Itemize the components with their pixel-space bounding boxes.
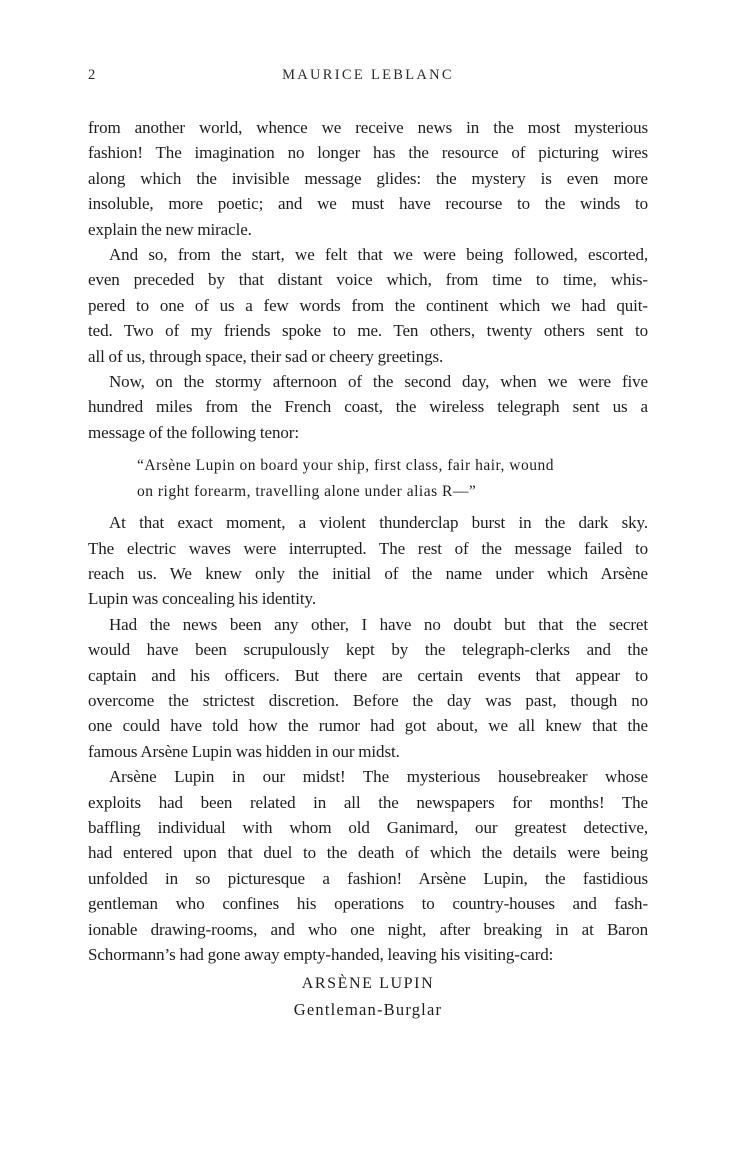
text-line: baffling individual with whom old Ganimard, our greatest detective, — [88, 817, 648, 837]
paragraph — [88, 764, 648, 967]
page-body — [88, 115, 648, 1022]
text-line: on right forearm, travelling alone under alias R—” — [137, 482, 477, 500]
paragraph — [88, 369, 648, 445]
text-line: The electric waves were interrupted. The rest of the message failed to — [88, 538, 648, 558]
telegram-quote — [88, 453, 648, 504]
text-line: Gentleman-Burglar — [293, 999, 443, 1019]
text-line: Lupin was concealing his identity. — [88, 589, 316, 609]
text-line: captain and his officers. But there are certain events that appear to — [88, 665, 648, 685]
text-line: all of us, through space, their sad or cheery greetings. — [88, 346, 444, 366]
text-line: Now, on the stormy afternoon of the second day, when we were five — [109, 372, 648, 392]
text-line: fashion! The imagination no longer has the resource of picturing wires — [88, 143, 648, 163]
text-line: gentleman who confines his operations to country-houses and fash- — [88, 894, 648, 914]
visiting-card-name — [88, 971, 648, 996]
running-header-title: MAURICE LEBLANC — [282, 67, 454, 83]
text-line: At that exact moment, a violent thunderclap burst in the dark sky. — [109, 513, 648, 533]
text-line: overcome the strictest discretion. Before the day was past, though no — [88, 690, 648, 710]
text-line: Had the news been any other, I have no doubt but that the secret — [109, 614, 648, 634]
text-line: even preceded by that distant voice which, from time to time, whis- — [88, 270, 648, 290]
paragraph — [88, 115, 648, 242]
paragraph — [88, 510, 648, 612]
text-line: one could have told how the rumor had got about, we all knew that the — [88, 716, 648, 736]
text-line: ionable drawing-rooms, and who one night, after breaking in at Baron — [88, 919, 648, 939]
text-line: along which the invisible message glides: the mystery is even more — [88, 168, 648, 188]
text-line: Arsène Lupin in our midst! The mysterious housebreaker whose — [109, 767, 648, 787]
page-header — [88, 66, 648, 84]
text-line: unfolded in so picturesque a fashion! Arsène Lupin, the fastidious — [88, 868, 648, 888]
text-line: And so, from the start, we felt that we were being followed, escorted, — [109, 245, 648, 265]
text-line: reach us. We knew only the initial of the name under which Arsène — [88, 563, 648, 583]
text-line: exploits had been related in all the newspapers for months! The — [88, 792, 648, 812]
paragraph — [88, 612, 648, 764]
text-line: Schormann’s had gone away empty-handed, leaving his visiting-card: — [88, 945, 554, 964]
text-line: pered to one of us a few words from the continent which we had quit- — [88, 295, 648, 315]
page-number: 2 — [88, 67, 96, 83]
visiting-card-subtitle — [88, 997, 648, 1022]
paragraph — [88, 242, 648, 369]
text-line: ted. Two of my friends spoke to me. Ten others, twenty others sent to — [88, 321, 648, 341]
text-line: explain the new miracle. — [88, 219, 252, 239]
text-line: ARSÈNE LUPIN — [301, 975, 435, 993]
text-line: had entered upon that duel to the death of which the details were being — [88, 843, 648, 863]
text-line: hundred miles from the French coast, the wireless telegraph sent us a — [88, 397, 648, 417]
text-line: would have been scrupulously kept by the telegraph-clerks and the — [88, 640, 648, 660]
text-line: insoluble, more poetic; and we must have recourse to the winds to — [88, 194, 648, 214]
text-line: famous Arsène Lupin was hidden in our midst. — [88, 741, 400, 761]
text-line: message of the following tenor: — [88, 422, 299, 442]
text-line: “Arsène Lupin on board your ship, first class, fair hair, wound — [137, 457, 554, 475]
text-line: from another world, whence we receive news in the most mysterious — [88, 118, 648, 137]
